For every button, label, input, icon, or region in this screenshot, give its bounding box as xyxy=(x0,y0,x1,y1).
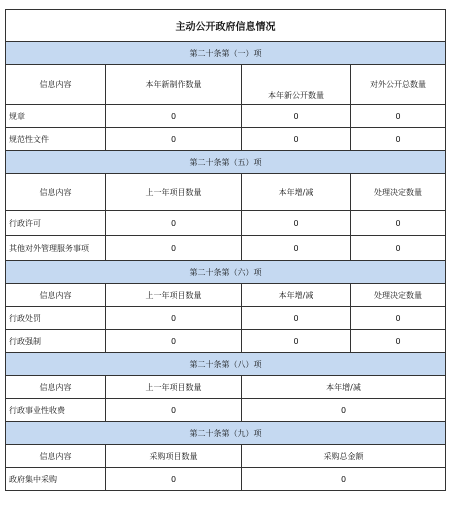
column-header: 本年增/减 xyxy=(242,376,446,399)
table-cell: 0 xyxy=(242,468,446,491)
table-cell: 0 xyxy=(106,399,242,422)
disclosure-table-container xyxy=(5,9,445,491)
column-header: 信息内容 xyxy=(6,445,106,468)
column-header: 本年新制作数量 xyxy=(106,65,242,105)
table-cell: 0 xyxy=(351,211,446,236)
row-label: 行政强制 xyxy=(6,330,106,353)
table-cell: 0 xyxy=(351,307,446,330)
table-cell: 0 xyxy=(242,211,351,236)
row-label: 行政事业性收费 xyxy=(6,399,106,422)
row-label: 规范性文件 xyxy=(6,128,106,151)
section-header: 第二十条第（八）项 xyxy=(6,353,446,376)
column-header: 上一年项目数量 xyxy=(106,376,242,399)
column-header: 本年增/减 xyxy=(242,174,351,211)
row-label: 行政处罚 xyxy=(6,307,106,330)
column-header: 上一年项目数量 xyxy=(106,284,242,307)
table-cell: 0 xyxy=(351,128,446,151)
table-cell: 0 xyxy=(106,468,242,491)
column-header: 采购总金额 xyxy=(242,445,446,468)
table-cell: 0 xyxy=(242,330,351,353)
column-header: 本年增/减 xyxy=(242,284,351,307)
column-header: 本年新公开数量 xyxy=(242,65,351,105)
table-cell: 0 xyxy=(106,211,242,236)
table-cell: 0 xyxy=(242,236,351,261)
row-label: 其他对外管理服务事项 xyxy=(6,236,106,261)
table-title: 主动公开政府信息情况 xyxy=(6,10,446,42)
column-header: 信息内容 xyxy=(6,376,106,399)
row-label: 规章 xyxy=(6,105,106,128)
table-cell: 0 xyxy=(106,307,242,330)
table-cell: 0 xyxy=(106,236,242,261)
column-header: 信息内容 xyxy=(6,284,106,307)
column-header: 对外公开总数量 xyxy=(351,65,446,105)
table-cell: 0 xyxy=(242,307,351,330)
table-cell: 0 xyxy=(351,330,446,353)
table-cell: 0 xyxy=(106,105,242,128)
column-header: 处理决定数量 xyxy=(351,284,446,307)
column-header: 信息内容 xyxy=(6,65,106,105)
column-header: 上一年项目数量 xyxy=(106,174,242,211)
table-cell: 0 xyxy=(242,128,351,151)
row-label: 行政许可 xyxy=(6,211,106,236)
section-header: 第二十条第（九）项 xyxy=(6,422,446,445)
column-header: 信息内容 xyxy=(6,174,106,211)
table-cell: 0 xyxy=(242,399,446,422)
table-cell: 0 xyxy=(106,330,242,353)
section-header: 第二十条第（五）项 xyxy=(6,151,446,174)
section-header: 第二十条第（六）项 xyxy=(6,261,446,284)
table-cell: 0 xyxy=(106,128,242,151)
row-label: 政府集中采购 xyxy=(6,468,106,491)
table-cell: 0 xyxy=(242,105,351,128)
column-header: 处理决定数量 xyxy=(351,174,446,211)
column-header: 采购项目数量 xyxy=(106,445,242,468)
disclosure-table xyxy=(5,9,446,491)
table-cell: 0 xyxy=(351,236,446,261)
table-cell: 0 xyxy=(351,105,446,128)
section-header: 第二十条第（一）项 xyxy=(6,42,446,65)
